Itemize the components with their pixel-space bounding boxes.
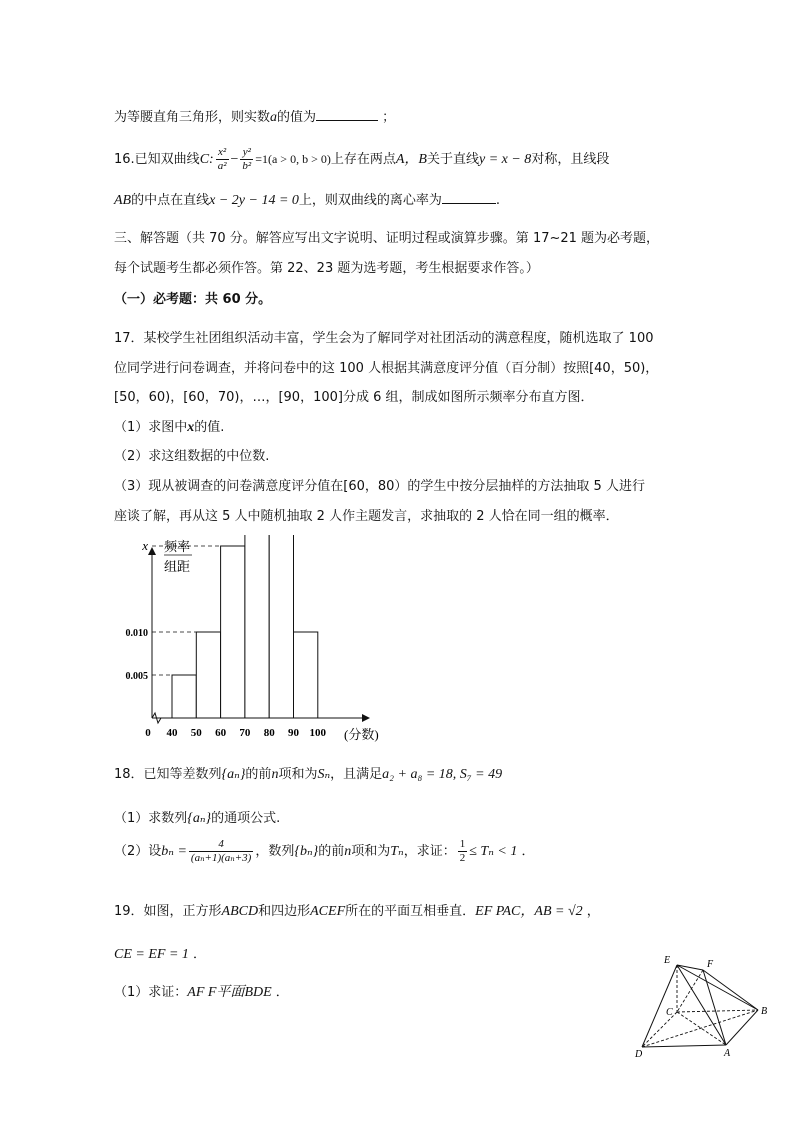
x-tick-label: 60 — [215, 727, 227, 739]
y-tick-label: x — [142, 538, 148, 553]
x-tick-label: 40 — [166, 727, 178, 739]
section3-line1: 三、解答题（共 70 分。解答应写出文字说明、证明过程或演算步骤。第 17~21 题为必考题， — [114, 231, 660, 246]
histogram-bar — [221, 546, 245, 718]
x-tick-label: 90 — [288, 727, 299, 739]
y-label-bottom: 组距 — [164, 559, 191, 574]
histogram-bar — [245, 535, 269, 718]
q16-line2: AB的中点在直线x − 2y − 14 = 0上，则双曲线的离心率为 . — [114, 193, 501, 208]
x-tick-label: 80 — [263, 727, 275, 739]
label-C: C — [666, 1007, 673, 1018]
q17-line1: 17．某校学生社团组织活动丰富，学生会为了解同学对社团活动的满意程度，随机选取了 100 — [114, 331, 654, 346]
q16-line1: 16.已知双曲线C: $\frac{\text{x²}}{\text{a²}}$ − $\frac{\text{y²}}{\text{b²}}$ =1(a > 0, b > 0)上存在两点A，B关于直线y = x − 8对称，且线段 — [114, 146, 610, 172]
label-B: B — [761, 1006, 768, 1017]
origin-label: 0 — [145, 727, 151, 739]
label-E: E — [664, 955, 671, 966]
histogram-bar — [196, 632, 220, 718]
q15-line: 为等腰直角三角形，则实数a的值为 ； — [114, 110, 396, 125]
label-A: A — [724, 1048, 731, 1059]
q18-sub2: （2）设bₙ = $\frac{4}{\text{(aₙ+1)(aₙ+3)}}$ ，数列{bₙ}的前n项和为Tₙ，求证： $\frac{1}{2}$ ≤ Tₙ < 1 ． — [114, 838, 535, 864]
q17-sub2: （2）求这组数据的中位数. — [114, 449, 270, 464]
q17-line3: [50，60)，[60，70)，…，[90，100]分成 6 组，制成如图所示频率分布直方图． — [114, 390, 594, 405]
q19-line1: 19．如图，正方形ABCD和四边形ACEF所在的平面互相垂直．EF PAC，AB = √2 ， — [114, 904, 600, 919]
q18-line1: 18．已知等差数列{aₙ}的前n项和为Sₙ，且满足a₂ + a₈ = 18, S₇ = 49 — [114, 767, 503, 782]
q19-sub1: （1）求证：AF F平面BDE ． — [114, 985, 289, 1000]
x-tick-label: 50 — [190, 727, 202, 739]
q16-answer-blank[interactable] — [442, 191, 496, 204]
x-axis-label: (分数) — [344, 727, 379, 742]
y-label-top: 频率 — [164, 539, 191, 554]
q18-sub1: （1）求数列{aₙ}的通项公式. — [114, 811, 281, 826]
label-F: F — [707, 959, 714, 970]
x-tick-label: 70 — [239, 727, 251, 739]
q17-sub3a: （3）现从被调查的问卷满意度评分值在[60，80）的学生中按分层抽样的方法抽取 5 人进行 — [114, 479, 645, 494]
section3-line2: 每个试题考生都必须作答。第 22、23 题为选考题，考生根据要求作答。） — [114, 261, 539, 276]
histogram-bar — [294, 632, 318, 718]
label-D: D — [635, 1049, 643, 1060]
histogram-bar — [172, 675, 196, 718]
frequency-histogram — [100, 535, 400, 750]
solid-geometry-figure — [630, 950, 775, 1060]
y-tick-label: 0.010 — [125, 628, 148, 639]
part1-heading: （一）必考题：共 60 分。 — [114, 292, 272, 307]
histogram-bar — [269, 535, 293, 718]
q15-answer-blank[interactable] — [316, 108, 378, 121]
q17-sub3b: 座谈了解，再从这 5 人中随机抽取 2 人作主题发言，求抽取的 2 人恰在同一组的概率． — [114, 509, 619, 524]
q17-line2: 位同学进行问卷调查，并将问卷中的这 100 人根据其满意度评分值（百分制）按照[40，50)， — [114, 361, 659, 376]
x-tick-label: 100 — [309, 727, 327, 739]
q19-line2: CE = EF = 1 ． — [114, 947, 207, 962]
y-tick-label: 0.005 — [125, 671, 148, 682]
q17-sub1: （1）求图中x的值. — [114, 420, 225, 435]
